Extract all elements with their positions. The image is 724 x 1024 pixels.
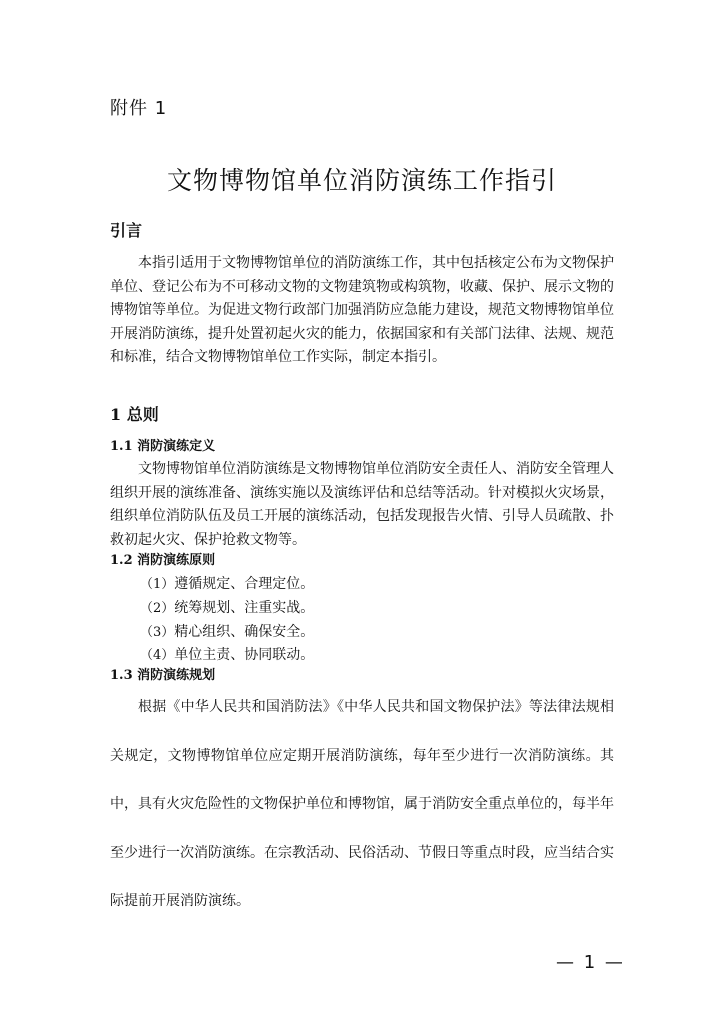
section-1-1-title: 消防演练定义 bbox=[137, 439, 216, 454]
section-1-1-heading bbox=[110, 437, 215, 457]
section-1-2-number: 1.2 bbox=[110, 553, 133, 568]
list-item-text: 单位主责、协同联动。 bbox=[174, 647, 315, 664]
annex-label: 附件 1 bbox=[110, 98, 168, 119]
intro-heading: 引言 bbox=[110, 221, 143, 240]
section-1-number: 1 bbox=[110, 405, 122, 424]
principles-list bbox=[110, 573, 614, 668]
list-item-text: 精心组织、确保安全。 bbox=[174, 623, 315, 640]
list-item-mark: （3） bbox=[140, 624, 175, 640]
list-item bbox=[110, 573, 614, 597]
section-1-3-paragraph: 根据《中华人民共和国消防法》《中华人民共和国文物保护法》等法律法规相关规定，文物博物馆单位应定期开展消防演练，每年至少进行一次消防演练。其中，具有火灾危险性的文物保护单位和博物馆，属于消防安全重点单位的，每半年至少进行一次消防演练。在宗教活动、民俗活动、节假日等重点时段，应当结合实际提前开展消防演练。 bbox=[110, 699, 614, 910]
list-item-mark: （2） bbox=[140, 600, 175, 616]
list-item bbox=[110, 621, 614, 645]
section-1-heading bbox=[110, 403, 159, 427]
list-item bbox=[110, 644, 614, 668]
list-item-text: 统筹规划、注重实战。 bbox=[174, 599, 315, 616]
section-1-3-number: 1.3 bbox=[110, 668, 133, 683]
list-item-mark: （4） bbox=[140, 648, 175, 664]
section-1-title: 总则 bbox=[126, 405, 159, 424]
section-1-3-title: 消防演练规划 bbox=[137, 668, 216, 683]
list-item bbox=[110, 597, 614, 621]
section-1-2-heading bbox=[110, 551, 215, 571]
list-item-text: 遵循规定、合理定位。 bbox=[174, 576, 315, 592]
list-item-mark: （1） bbox=[140, 577, 175, 592]
page-number: — 1 — bbox=[556, 952, 625, 973]
section-1-2-title: 消防演练原则 bbox=[137, 553, 216, 568]
section-1-1-paragraph: 文物博物馆单位消防演练是文物博物馆单位消防安全责任人、消防安全管理人组织开展的演练准备、演练实施以及演练评估和总结等活动。针对模拟火灾场景，组织单位消防队伍及员工开展的演练活动，包括发现报告火情、引导人员疏散、扑救初起火灾、保护抢救文物等。 bbox=[110, 461, 614, 548]
document-title: 文物博物馆单位消防演练工作指引 bbox=[166, 166, 557, 195]
section-1-1-number: 1.1 bbox=[110, 439, 133, 454]
intro-paragraph: 本指引适用于文物博物馆单位的消防演练工作，其中包括核定公布为文物保护单位、登记公布为不可移动文物的文物建筑物或构筑物，收藏、保护、展示文物的博物馆等单位。为促进文物行政部门加强消防应急能力建设，规范文物博物馆单位开展消防演练，提升处置初起火灾的能力，依据国家和有关部门法律、法规、规范和标准，结合文物博物馆单位工作实际，制定本指引。 bbox=[110, 255, 614, 366]
